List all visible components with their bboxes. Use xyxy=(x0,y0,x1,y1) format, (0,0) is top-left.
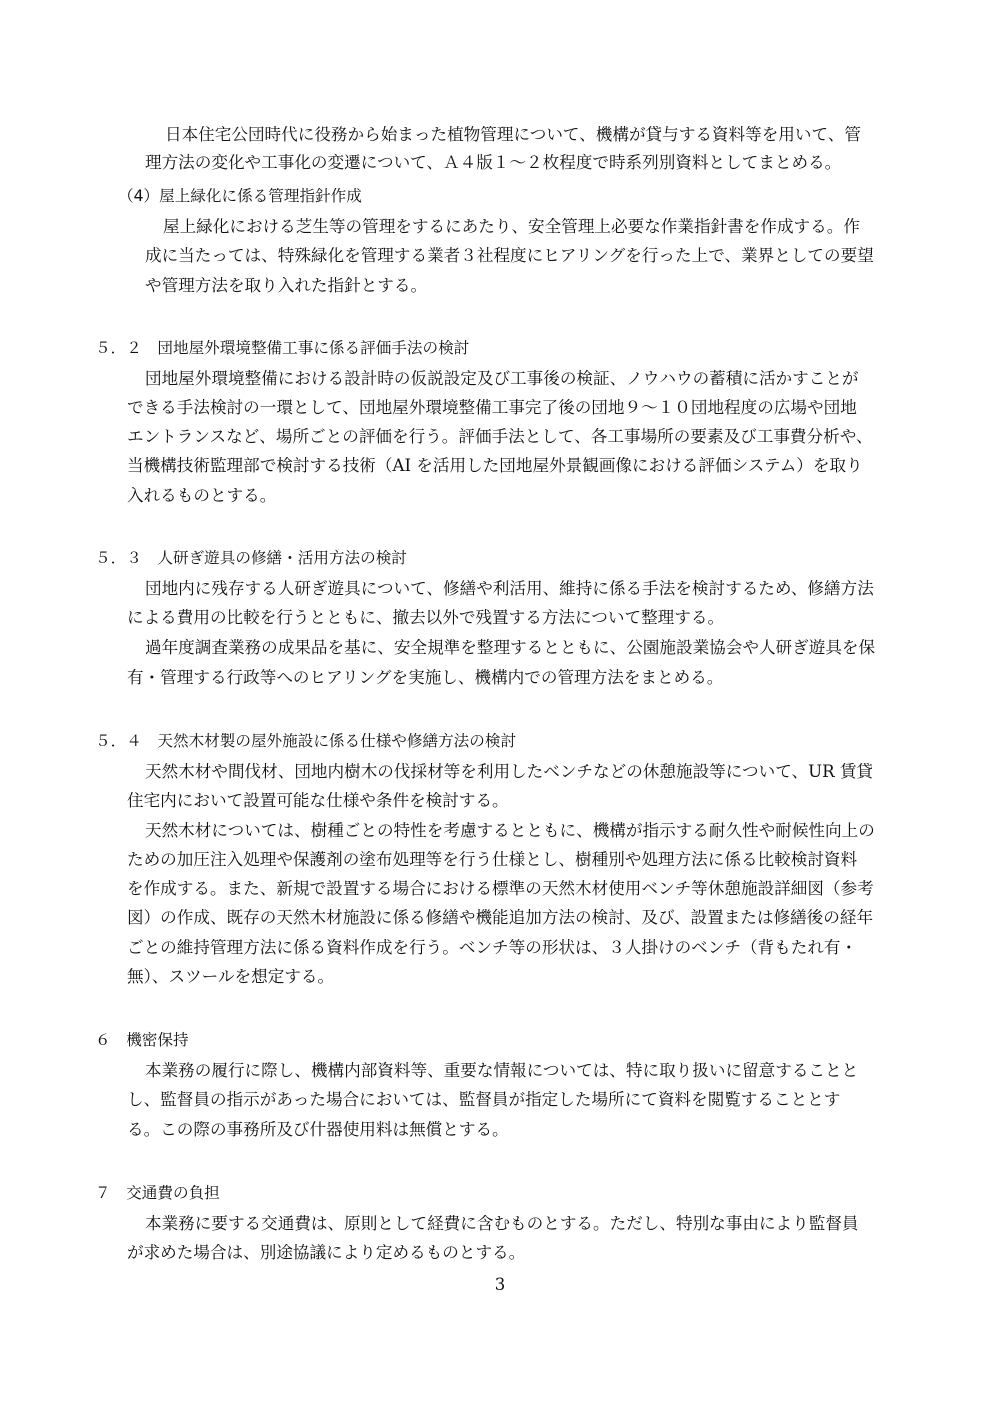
body-line: 団地屋外環境整備における設計時の仮説設定及び工事後の検証、ノウハウの蓄積に活かすことが xyxy=(145,369,859,388)
page-number: 3 xyxy=(494,1275,506,1294)
body-line: 当機構技術監理部で検討する技術（AI を活用した団地屋外景観画像における評価システム）を取り xyxy=(127,456,863,475)
body-line: 過年度調査業務の成果品を基に、安全規準を整理するとともに、公園施設業協会や人研ぎ遊具を保 xyxy=(145,638,876,657)
body-line: 住宅内において設置可能な仕様や条件を検討する。 xyxy=(127,791,509,810)
body-line: ための加圧注入処理や保護剤の塗布処理等を行う仕様とし、樹種別や処理方法に係る比較検討資料 xyxy=(127,850,858,869)
section-heading-5-2: ５．２ 団地屋外環境整備工事に係る評価手法の検討 xyxy=(95,339,470,357)
body-line: エントランスなど、場所ごとの評価を行う。評価手法として、各工事場所の要素及び工事費分析や、 xyxy=(127,427,873,446)
body-line: 無）、スツールを想定する。 xyxy=(127,967,335,986)
body-line: 理方法の変化や工事化の変遷について、Ａ４版１～２枚程度で時系列別資料としてまとめる。 xyxy=(145,153,842,172)
body-line: 入れるものとする。 xyxy=(127,486,277,505)
body-line: による費用の比較を行うとともに、撤去以外で残置する方法について整理する。 xyxy=(127,608,725,627)
section-heading-5-1-4: （4）屋上緑化に係る管理指針作成 xyxy=(118,187,362,205)
body-line: が求めた場合は、別途協議により定めるものとする。 xyxy=(127,1243,526,1262)
body-line: できる手法検討の一環として、団地屋外環境整備工事完了後の団地９～１０団地程度の広場や団地 xyxy=(127,398,857,417)
body-line: 成に当たっては、特殊緑化を管理する業者３社程度にヒアリングを行った上で、業界としての要望 xyxy=(145,246,874,265)
body-line: し、監督員の指示があった場合においては、監督員が指定した場所にて資料を閲覧することとす xyxy=(127,1090,841,1109)
body-line: 日本住宅公団時代に役務から始まった植物管理について、機構が貸与する資料等を用いて、管 xyxy=(165,125,861,144)
section-heading-5-3: ５．３ 人研ぎ遊具の修繕・活用方法の検討 xyxy=(95,549,407,567)
body-line: 本業務の履行に際し、機構内部資料等、重要な情報については、特に取り扱いに留意することと xyxy=(145,1061,859,1080)
body-line: 図）の作成、既存の天然木材施設に係る修繕や機能追加方法の検討、及び、設置または修繕後の経年 xyxy=(127,908,874,927)
body-line: 団地内に残存する人研ぎ遊具について、修繕や利活用、維持に係る手法を検討するため、修繕方法 xyxy=(145,579,874,598)
body-line: 屋上緑化における芝生等の管理をするにあたり、安全管理上必要な作業指針書を作成する。作 xyxy=(163,217,860,236)
body-line: る。この際の事務所及び什器使用料は無償とする。 xyxy=(127,1120,509,1139)
body-line: を作成する。また、新規で設置する場合における標準の天然木材使用ベンチ等休憩施設詳細図（参考 xyxy=(127,879,874,898)
body-line: 天然木材や間伐材、団地内樹木の伐採材等を利用したベンチなどの休憩施設等について、UR 賃貸 xyxy=(145,762,874,781)
section-heading-7: ７ 交通費の負担 xyxy=(95,1184,220,1202)
section-heading-5-4: ５．４ 天然木材製の屋外施設に係る仕様や修繕方法の検討 xyxy=(95,732,517,750)
body-line: 有・管理する行政等へのヒアリングを実施し、機構内での管理方法をまとめる。 xyxy=(127,668,724,687)
body-line: ごとの維持管理方法に係る資料作成を行う。ベンチ等の形状は、３人掛けのベンチ（背もたれ有・ xyxy=(127,938,858,957)
body-line: 天然木材については、樹種ごとの特性を考慮するとともに、機構が指示する耐久性や耐候性向上の xyxy=(145,821,875,840)
body-line: や管理方法を取り入れた指針とする。 xyxy=(145,276,428,295)
section-heading-6: ６ 機密保持 xyxy=(95,1031,189,1049)
body-line: 本業務に要する交通費は、原則として経費に含むものとする。ただし、特別な事由により監督員 xyxy=(145,1214,859,1233)
